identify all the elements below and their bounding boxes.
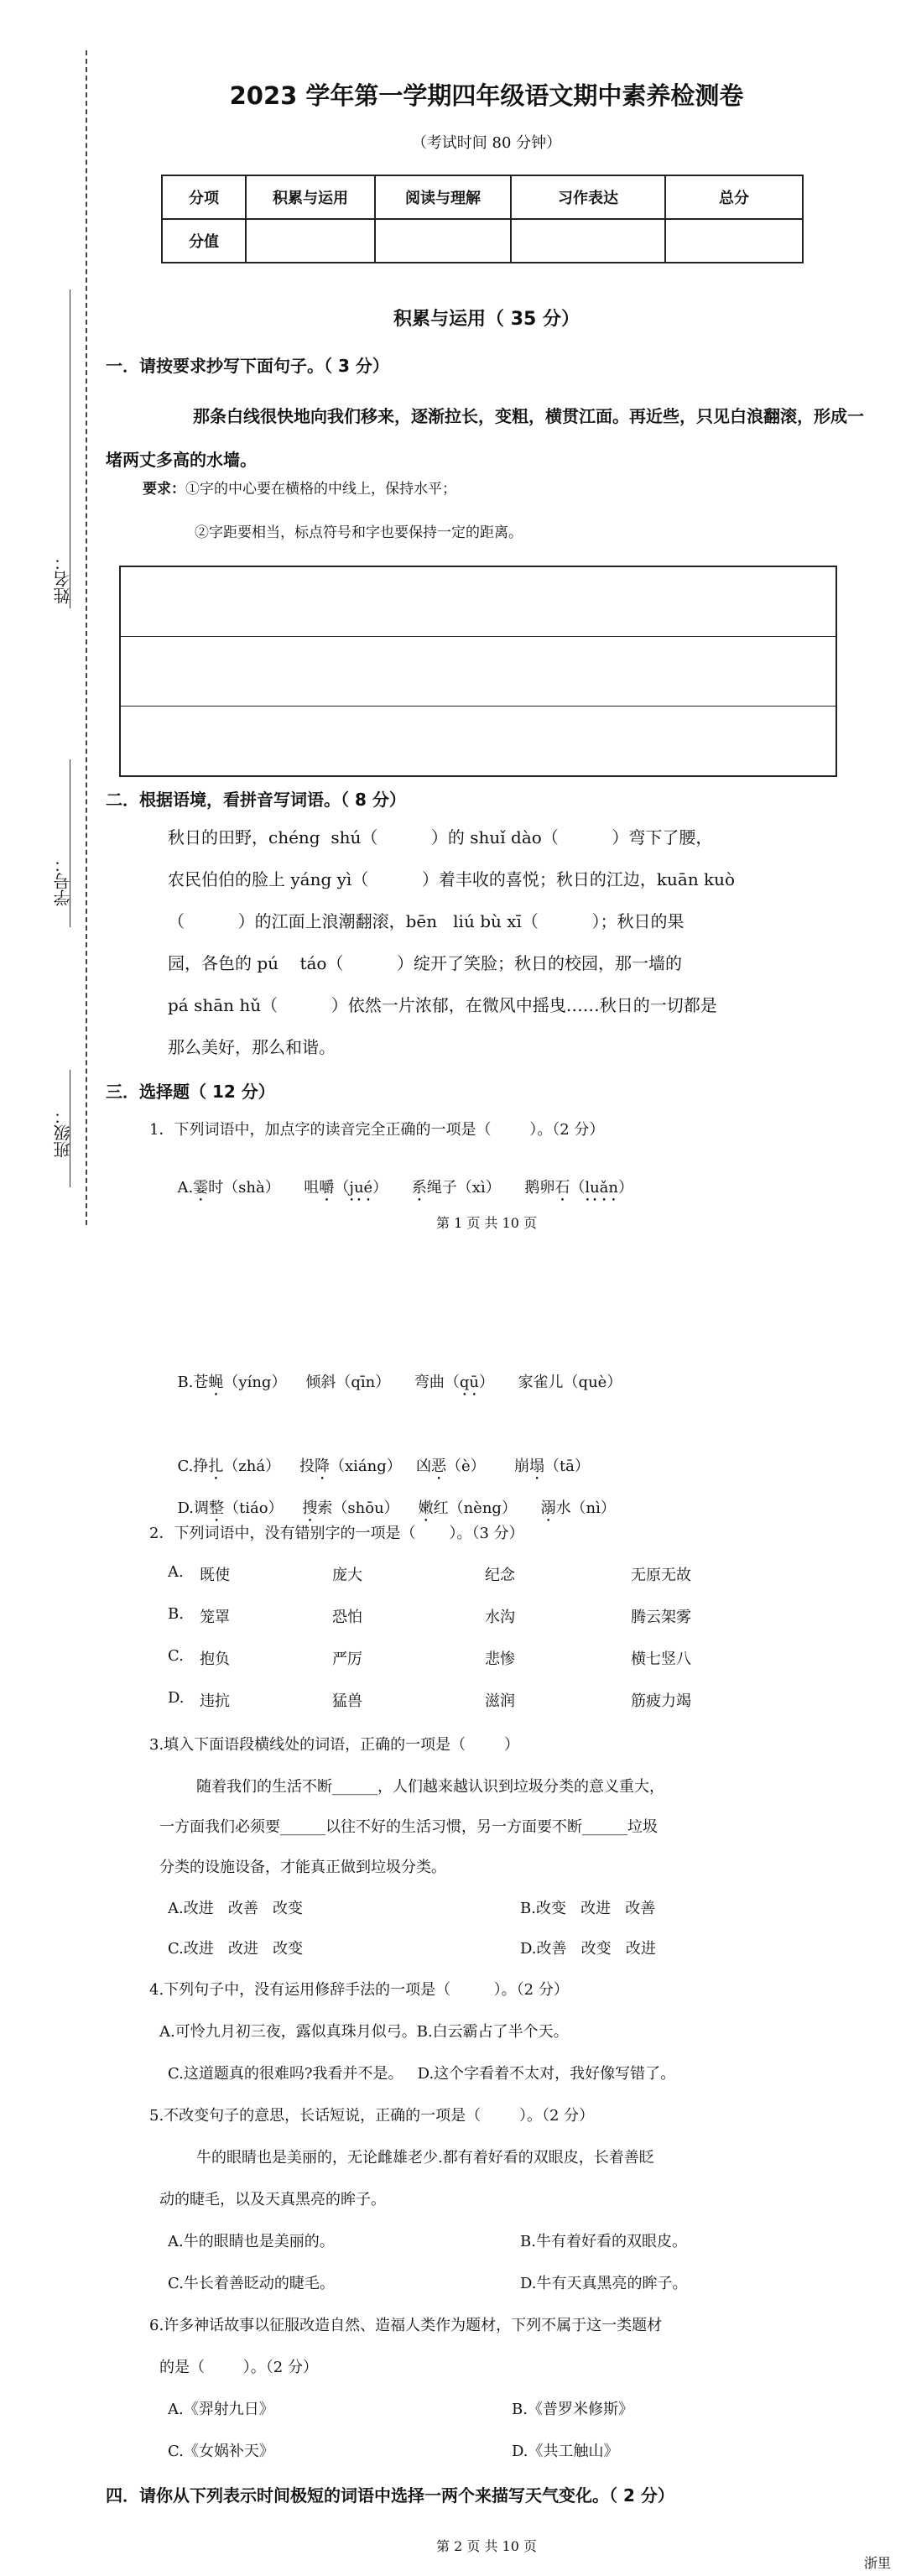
binding-line bbox=[86, 50, 87, 1225]
dotted-char: 降 bbox=[315, 1457, 331, 1475]
choice-text: C.挣 bbox=[177, 1457, 209, 1475]
q3-5-passage: 动的睫毛，以及天真黑亮的眸子。 bbox=[159, 2191, 386, 2208]
choice-text: 鹅卵 bbox=[524, 1179, 555, 1197]
choice-text: 倾 bbox=[305, 1374, 321, 1391]
dotted-char: 扎 bbox=[208, 1457, 224, 1475]
choice-word: 恐怕 bbox=[332, 1609, 362, 1626]
q4-title: 四．请你从下列表示时间极短的词语中选择一两个来描写天气变化。（ 2 分） bbox=[106, 2485, 674, 2506]
choice-word: 无原无故 bbox=[631, 1567, 691, 1584]
q1-sentence: 那条白线很快地向我们移来，逐渐拉长，变粗，横贯江面。再近些，只见白浪翻滚，形成一堵两丈多高的水墙。 bbox=[106, 406, 864, 470]
choice-text: 家雀儿（què） bbox=[518, 1374, 622, 1391]
q2-line: 那么美好，那么和谐。 bbox=[168, 1037, 336, 1057]
page-title: 2023 学年第一学期四年级语文期中素养检测卷 bbox=[229, 81, 744, 110]
q3-6-option: B.《普罗米修斯》 bbox=[512, 2401, 633, 2418]
q1-requirement-label: 要求： bbox=[143, 481, 185, 498]
choice-word: 腾云架雾 bbox=[631, 1609, 691, 1626]
score-row-label: 分值 bbox=[162, 219, 246, 263]
q1-title: 一．请按要求抄写下面句子。（ 3 分） bbox=[106, 356, 389, 376]
q3-3-passage: 分类的设施设备，才能真正做到垃圾分类。 bbox=[159, 1859, 446, 1876]
choice-text: B.苍 bbox=[177, 1374, 209, 1391]
q1-requirement-2: ②字距要相当，标点符号和字也要保持一定的距离。 bbox=[195, 524, 523, 541]
q3-1-option-b bbox=[168, 1353, 622, 1400]
q3-1-option-a bbox=[168, 1158, 633, 1205]
q2-title: 二．根据语境，看拼音写词语。（ 8 分） bbox=[106, 790, 406, 810]
q3-3-option: D.改善 改变 改进 bbox=[520, 1940, 656, 1958]
dotted-char: 嫩 bbox=[418, 1499, 434, 1517]
q3-4-option: C.这道题真的很难吗?我看并不是。 D.这个字看着不太对，我好像写错了。 bbox=[168, 2065, 676, 2083]
choice-word: 严厉 bbox=[332, 1650, 362, 1668]
q3-6-option: A.《羿射九日》 bbox=[168, 2401, 274, 2418]
choice-letter: A. bbox=[177, 1179, 194, 1197]
score-header-item: 总分 bbox=[665, 175, 803, 219]
score-header-item: 积累与运用 bbox=[246, 175, 375, 219]
q3-5-stem: 5.不改变句子的意思，长话短说，正确的一项是（ ）。（2 分） bbox=[149, 2107, 595, 2125]
choice-word: 笼罩 bbox=[200, 1609, 230, 1626]
choice-letter: A. bbox=[168, 1563, 184, 1581]
choice-text: D.调 bbox=[177, 1499, 209, 1517]
q3-6-stem: 的是（ ）。（2 分） bbox=[159, 2359, 318, 2376]
choice-text: 时（shà） bbox=[208, 1179, 280, 1197]
q2-line: 园，各色的 pú táo（ ）绽开了笑脸；秋日的校园，那一墙的 bbox=[168, 953, 683, 973]
q3-6-stem: 6.许多神话故事以征服改造自然、造福人类作为题材，下列不属于这一类题材 bbox=[149, 2317, 663, 2334]
choice-word: 庞大 bbox=[332, 1567, 362, 1584]
q1-requirement-text: ①字的中心要在横格的中线上，保持水平； bbox=[185, 481, 456, 498]
choice-word: 水沟 bbox=[485, 1609, 515, 1626]
q3-5-option: C.牛长着善眨动的睫毛。 bbox=[168, 2275, 335, 2292]
exam-time: （考试时间 80 分钟） bbox=[411, 134, 562, 152]
choice-text: （è） bbox=[445, 1457, 486, 1475]
q3-3-option: B.改变 改进 改善 bbox=[520, 1900, 656, 1917]
choice-text: 索（shōu） bbox=[317, 1499, 399, 1517]
score-header-item: 分项 bbox=[162, 175, 246, 219]
q3-3-option: A.改进 改善 改变 bbox=[168, 1900, 304, 1917]
choice-word: 猛兽 bbox=[332, 1692, 362, 1710]
dotted-char: 塌 bbox=[528, 1457, 544, 1475]
choice-word: 既使 bbox=[200, 1567, 230, 1584]
q2-line: pá shān hǔ（ ）依然一片浓郁，在微风中摇曳……秋日的一切都是 bbox=[168, 995, 717, 1015]
choice-text: 红（nèng） bbox=[433, 1499, 517, 1517]
section-title: 积累与运用（ 35 分） bbox=[393, 309, 580, 330]
choice-text: （tiáo） bbox=[223, 1499, 284, 1517]
copy-row[interactable] bbox=[121, 637, 836, 707]
choice-text: 斜（qīn） bbox=[320, 1374, 391, 1391]
choice-word: 抱负 bbox=[200, 1650, 230, 1668]
q2-line: （ ）的江面上浪潮翻滚，bēn liú bù xī（ ）；秋日的果 bbox=[168, 911, 685, 931]
choice-text: （zhá） bbox=[223, 1457, 281, 1475]
score-table bbox=[161, 175, 804, 263]
q3-5-option: B.牛有着好看的双眼皮。 bbox=[520, 2233, 687, 2250]
choice-text: 弯曲（ bbox=[414, 1374, 460, 1391]
choice-text: 咀 bbox=[304, 1179, 320, 1197]
choice-word: 纪念 bbox=[485, 1567, 515, 1584]
q2-line: 秋日的田野，chéng shú（ ）的 shuǐ dào（ ）弯下了腰， bbox=[168, 827, 713, 847]
choice-letter: D. bbox=[168, 1689, 185, 1707]
copy-grid[interactable] bbox=[119, 566, 837, 777]
dotted-char: 霎 bbox=[193, 1179, 209, 1197]
score-cell[interactable] bbox=[246, 219, 375, 263]
score-header-item: 习作表达 bbox=[511, 175, 665, 219]
choice-text: （tā） bbox=[544, 1457, 590, 1475]
score-cell[interactable] bbox=[665, 219, 803, 263]
q3-6-option: C.《女娲补天》 bbox=[168, 2443, 274, 2460]
choice-text: （yíng） bbox=[223, 1374, 287, 1391]
q3-4-option: A.可怜九月初三夜，露似真珠月似弓。B.白云霸占了半个天。 bbox=[159, 2023, 569, 2041]
q3-1-option-d bbox=[168, 1478, 616, 1525]
q3-3-passage: 一方面我们必须要______以往不好的生活习惯，另一方面要不断______垃圾 bbox=[159, 1818, 658, 1836]
name-label: 姓名： bbox=[53, 554, 73, 604]
score-header-item: 阅读与理解 bbox=[375, 175, 511, 219]
q3-2-stem: 2．下列词语中，没有错别字的一项是（ ）。（3 分） bbox=[149, 1525, 524, 1542]
choice-word: 横七竖八 bbox=[631, 1650, 691, 1668]
class-label: 班级： bbox=[53, 1108, 73, 1158]
q1-requirement-1 bbox=[143, 477, 456, 498]
page-footer: 第 2 页 共 10 页 bbox=[436, 2538, 537, 2554]
choice-text: 崩 bbox=[513, 1457, 529, 1475]
copy-row[interactable] bbox=[121, 707, 836, 775]
q3-3-passage: 随着我们的生活不断______，人们越来越认识到垃圾分类的意义重大， bbox=[196, 1778, 664, 1796]
page-footer: 第 1 页 共 10 页 bbox=[436, 1215, 537, 1231]
score-cell[interactable] bbox=[375, 219, 511, 263]
choice-text: （xiáng） bbox=[330, 1457, 402, 1475]
q3-title: 三．选择题（ 12 分） bbox=[106, 1082, 275, 1102]
q3-4-stem: 4.下列句子中，没有运用修辞手法的一项是（ ）。（2 分） bbox=[149, 1981, 569, 1999]
choice-text: 投 bbox=[299, 1457, 315, 1475]
q3-1-option-c bbox=[168, 1437, 590, 1484]
dotted-char: 蝇 bbox=[208, 1374, 224, 1391]
q3-3-option: C.改进 改进 改变 bbox=[168, 1940, 304, 1958]
dotted-char: 搜 bbox=[302, 1499, 318, 1517]
choice-letter: B. bbox=[168, 1605, 184, 1623]
id-label: 学号： bbox=[53, 856, 73, 906]
q3-1-stem: 1．下列词语中，加点字的读音完全正确的一项是（ ）。（2 分） bbox=[149, 1121, 605, 1139]
choice-letter: C. bbox=[168, 1647, 184, 1665]
choice-word: 筋疲力竭 bbox=[631, 1692, 691, 1710]
choice-word: 违抗 bbox=[200, 1692, 230, 1710]
dotted-char: 溺 bbox=[540, 1499, 556, 1517]
dotted-char: 石（luǎn） bbox=[554, 1179, 634, 1197]
choice-text: 水（nì） bbox=[555, 1499, 616, 1517]
choice-word: 滋润 bbox=[485, 1692, 515, 1710]
score-cell[interactable] bbox=[511, 219, 665, 263]
choice-text: ） bbox=[478, 1374, 494, 1391]
choice-text: 绳子（xì） bbox=[426, 1179, 501, 1197]
corner-watermark: 浙里 bbox=[864, 2555, 892, 2571]
dotted-char: 整 bbox=[208, 1499, 224, 1517]
dotted-char: 嚼（jué） bbox=[319, 1179, 388, 1197]
q3-5-option: D.牛有天真黑亮的眸子。 bbox=[520, 2275, 688, 2292]
dotted-char: qū bbox=[459, 1374, 479, 1391]
copy-row[interactable] bbox=[121, 567, 836, 637]
q3-3-stem: 3.填入下面语段横线处的词语，正确的一项是（ ） bbox=[149, 1736, 519, 1754]
q3-6-option: D.《共工触山》 bbox=[512, 2443, 619, 2460]
q3-5-option: A.牛的眼睛也是美丽的。 bbox=[168, 2233, 335, 2250]
dotted-char: 恶 bbox=[430, 1457, 446, 1475]
choice-word: 悲惨 bbox=[485, 1650, 515, 1668]
dotted-char: 系 bbox=[411, 1179, 427, 1197]
q3-5-passage: 牛的眼睛也是美丽的，无论雌雄老少.都有着好看的双眼皮，长着善眨 bbox=[196, 2149, 654, 2167]
choice-text: 凶 bbox=[415, 1457, 431, 1475]
q2-line: 农民伯伯的脸上 yáng yì（ ）着丰收的喜悦；秋日的江边，kuān kuò bbox=[168, 869, 736, 889]
